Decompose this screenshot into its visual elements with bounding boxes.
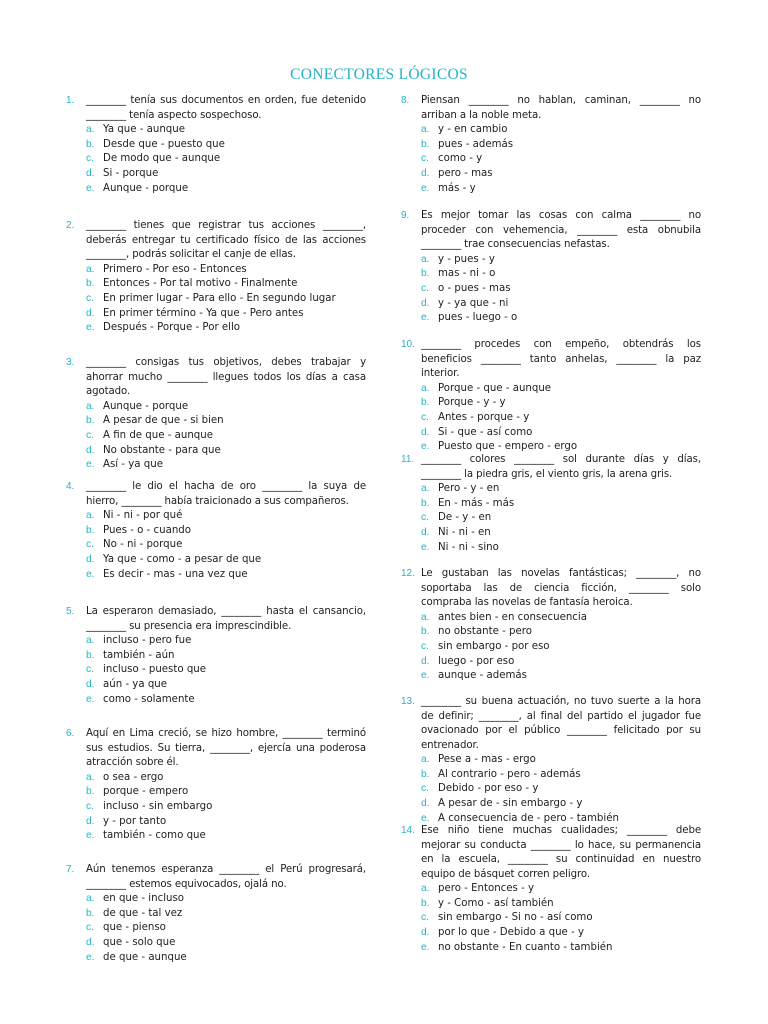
option-text: y - pues - y — [438, 253, 495, 265]
option-text: incluso - pero fue — [103, 635, 192, 646]
option-letter: c. — [86, 664, 94, 676]
option-text: Después - Porque - Por ello — [103, 322, 241, 334]
option-letter: c. — [86, 429, 94, 441]
question-number: 1. — [66, 95, 75, 106]
option-letter: d. — [421, 798, 430, 810]
question-2 — [66, 219, 366, 356]
question-8 — [401, 94, 701, 209]
option-letter: e. — [421, 312, 430, 324]
question-number: 8. — [401, 95, 410, 106]
option-c[interactable] — [421, 152, 701, 167]
question-3 — [66, 356, 366, 480]
option-letter: e. — [86, 951, 95, 963]
option-letter: a. — [86, 510, 95, 521]
option-letter: d. — [86, 815, 95, 827]
option-letter: a. — [421, 253, 430, 265]
option-text: No - ni - porque — [103, 539, 183, 551]
option-letter: d. — [86, 679, 95, 691]
option-a[interactable] — [86, 263, 366, 278]
question-stem: La esperaron demasiado, ________ hasta el cansancio, ________ su presencia era imprescindible. — [86, 606, 366, 632]
options-list — [421, 253, 701, 327]
option-text: Ni - ni - por qué — [103, 510, 183, 521]
question-stem: Ese niño tiene muchas cualidades; ________ debe mejorar su conducta ________ lo hace, su permanencia en la escuela, ________ su continuidad en nuestro equipo de básquet corren peligro. — [421, 825, 701, 880]
options-list — [421, 482, 701, 556]
option-d[interactable] — [421, 797, 701, 812]
option-c[interactable] — [86, 800, 366, 815]
option-letter: e. — [421, 182, 430, 194]
option-letter: d. — [86, 307, 95, 319]
option-text: por lo que - Debido a que - y — [438, 927, 584, 939]
option-a[interactable] — [421, 382, 701, 397]
option-letter: d. — [86, 168, 95, 180]
option-e[interactable] — [86, 951, 366, 966]
question-number: 10. — [401, 339, 415, 350]
option-letter: b. — [421, 497, 430, 509]
option-text: En - más - más — [438, 497, 515, 509]
option-b[interactable] — [86, 414, 366, 429]
option-b[interactable] — [421, 138, 701, 153]
option-letter: b. — [86, 649, 95, 661]
option-e[interactable] — [86, 458, 366, 473]
option-letter: c. — [86, 800, 94, 812]
option-letter: e. — [421, 670, 430, 682]
option-letter: e. — [86, 459, 95, 471]
option-d[interactable] — [86, 167, 366, 182]
option-text: que - solo que — [103, 937, 176, 949]
option-text: aún - ya que — [103, 679, 168, 691]
options-list — [421, 382, 701, 456]
option-text: A fin de que - aunque — [103, 429, 213, 441]
option-text: A pesar de - sin embargo - y — [438, 798, 583, 810]
option-text: De - y - en — [438, 512, 492, 524]
option-letter: e. — [421, 441, 430, 453]
option-letter: b. — [421, 768, 430, 780]
option-letter: e. — [421, 941, 430, 953]
option-a[interactable] — [86, 634, 366, 649]
option-text: porque - empero — [103, 786, 189, 798]
option-a[interactable] — [86, 771, 366, 786]
option-letter: e. — [86, 568, 95, 580]
option-text: Así - ya que — [103, 459, 163, 471]
option-c[interactable] — [86, 152, 366, 167]
options-list — [421, 123, 701, 197]
option-e[interactable] — [421, 941, 701, 956]
option-c[interactable] — [86, 663, 366, 678]
option-text: En primer término - Ya que - Pero antes — [103, 307, 304, 319]
option-text: pero - Entonces - y — [438, 883, 535, 894]
option-a[interactable] — [421, 482, 701, 497]
question-stem: Aún tenemos esperanza ________ el Perú progresará, ________ estemos equivocados, ojalá no. — [86, 864, 366, 890]
option-c[interactable] — [86, 538, 366, 553]
options-list — [86, 509, 366, 583]
option-letter: c. — [421, 640, 429, 652]
option-text: Debido - por eso - y — [438, 783, 539, 795]
option-text: En primer lugar - Para ello - En segundo lugar — [103, 292, 336, 304]
option-text: antes bien - en consecuencia — [438, 611, 587, 623]
option-text: en que - incluso — [103, 893, 185, 904]
option-text: Desde que - puesto que — [103, 138, 225, 150]
question-number: 14. — [401, 825, 415, 836]
option-a[interactable] — [421, 882, 701, 897]
option-text: No obstante - para que — [103, 444, 221, 456]
question-stem: ________ procedes con empeño, obtendrás los beneficios ________ tanto anhelas, ________ la paz interior. — [421, 339, 701, 379]
option-text: Si - porque — [103, 168, 159, 180]
question-stem: ________ tenía sus documentos en orden, fue detenido ________ tenía aspecto sospechoso. — [86, 95, 366, 121]
option-letter: c. — [421, 512, 429, 524]
option-text: como - solamente — [103, 693, 195, 705]
option-letter: a. — [421, 483, 430, 494]
option-text: luego - por eso — [438, 655, 515, 667]
option-d[interactable] — [86, 815, 366, 830]
option-c[interactable] — [421, 511, 701, 526]
option-letter: a. — [86, 771, 95, 783]
option-b[interactable] — [421, 267, 701, 282]
question-number: 12. — [401, 568, 415, 579]
option-text: o - pues - mas — [438, 282, 511, 294]
option-letter: b. — [421, 138, 430, 150]
question-stem: Aquí en Lima creció, se hizo hombre, ________ terminó sus estudios. Su tierra, ________, ejercía una poderosa atracción sobre él. — [86, 728, 366, 768]
option-a[interactable] — [86, 123, 366, 138]
question-7 — [66, 863, 366, 966]
option-letter: b. — [86, 138, 95, 150]
option-text: De modo que - aunque — [103, 153, 221, 165]
option-letter: a. — [86, 124, 95, 135]
option-d[interactable] — [86, 307, 366, 322]
option-letter: d. — [86, 554, 95, 566]
option-text: incluso - puesto que — [103, 664, 207, 676]
option-letter: a. — [421, 124, 430, 135]
option-letter: c. — [86, 539, 94, 551]
option-letter: a. — [86, 635, 95, 646]
option-letter: b. — [421, 897, 430, 909]
option-b[interactable] — [86, 138, 366, 153]
question-stem: Es mejor tomar las cosas con calma ________ no proceder con vehemencia, ________ esta obnubila ________ trae consecuencias nefastas. — [421, 210, 701, 250]
option-a[interactable] — [421, 611, 701, 626]
option-letter: c. — [421, 282, 429, 294]
option-d[interactable] — [86, 444, 366, 459]
option-d[interactable] — [421, 526, 701, 541]
question-number: 3. — [66, 357, 75, 368]
option-d[interactable] — [421, 655, 701, 670]
option-e[interactable] — [86, 693, 366, 708]
option-letter: c. — [86, 153, 94, 165]
option-c[interactable] — [86, 292, 366, 307]
option-a[interactable] — [421, 753, 701, 768]
question-5 — [66, 605, 366, 727]
question-stem: ________ consigas tus objetivos, debes trabajar y ahorrar mucho ________ llegues todos los días a casa agotado. — [86, 357, 366, 397]
option-text: mas - ni - o — [438, 268, 496, 280]
option-letter: c. — [421, 153, 429, 165]
option-text: Pese a - mas - ergo — [438, 754, 536, 765]
option-b[interactable] — [421, 897, 701, 912]
option-text: Pues - o - cuando — [103, 524, 191, 536]
option-letter: d. — [421, 426, 430, 438]
option-d[interactable] — [421, 297, 701, 312]
option-text: Porque - y - y — [438, 397, 506, 409]
option-b[interactable] — [86, 649, 366, 664]
question-4 — [66, 480, 366, 605]
option-letter: b. — [86, 907, 95, 919]
option-letter: a. — [421, 611, 430, 623]
option-e[interactable] — [421, 182, 701, 197]
question-number: 9. — [401, 210, 410, 221]
option-letter: b. — [86, 786, 95, 798]
option-b[interactable] — [86, 907, 366, 922]
option-letter: d. — [421, 527, 430, 539]
option-a[interactable] — [86, 400, 366, 415]
option-text: no obstante - En cuanto - también — [438, 941, 613, 953]
option-letter: c. — [421, 411, 429, 423]
option-b[interactable] — [421, 497, 701, 512]
right-column — [401, 94, 701, 956]
option-d[interactable] — [421, 926, 701, 941]
option-text: Entonces - Por tal motivo - Finalmente — [103, 278, 298, 290]
question-number: 2. — [66, 220, 75, 231]
question-stem: ________ su buena actuación, no tuvo suerte a la hora de definir; ________, al final del partido el jugador fue ovacionado por el público ________ felicitado por su entrenador. — [421, 696, 701, 751]
option-letter: c. — [86, 292, 94, 304]
option-e[interactable] — [421, 311, 701, 326]
option-text: pues - además — [438, 138, 514, 150]
options-list — [421, 753, 701, 827]
options-list — [86, 634, 366, 708]
option-letter: c. — [421, 783, 429, 795]
question-6 — [66, 727, 366, 863]
option-a[interactable] — [421, 123, 701, 138]
options-list — [86, 123, 366, 197]
option-text: pues - luego - o — [438, 312, 518, 324]
option-letter: a. — [421, 754, 430, 765]
option-text: Puesto que - empero - ergo — [438, 441, 578, 453]
option-letter: d. — [86, 937, 95, 949]
options-list — [421, 882, 701, 956]
option-letter: d. — [421, 927, 430, 939]
option-d[interactable] — [421, 167, 701, 182]
option-c[interactable] — [421, 782, 701, 797]
option-b[interactable] — [421, 625, 701, 640]
options-list — [86, 400, 366, 474]
question-number: 13. — [401, 696, 415, 707]
option-text: sin embargo - Si no - así como — [438, 912, 593, 924]
option-text: Antes - porque - y — [438, 411, 530, 423]
option-letter: e. — [86, 830, 95, 842]
option-text: Ni - ni - en — [438, 527, 491, 539]
option-text: Al contrario - pero - además — [438, 768, 581, 780]
question-12 — [401, 567, 701, 695]
option-text: Si - que - así como — [438, 426, 533, 438]
option-letter: e. — [86, 693, 95, 705]
option-text: Ya que - como - a pesar de que — [103, 554, 262, 566]
option-letter: d. — [421, 168, 430, 180]
option-b[interactable] — [86, 785, 366, 800]
option-text: y - ya que - ni — [438, 297, 509, 309]
option-letter: e. — [421, 541, 430, 553]
option-letter: d. — [421, 297, 430, 309]
option-e[interactable] — [86, 568, 366, 583]
option-text: o sea - ergo — [103, 771, 164, 783]
option-letter: b. — [86, 415, 95, 427]
option-e[interactable] — [86, 182, 366, 197]
option-d[interactable] — [86, 678, 366, 693]
option-text: Pero - y - en — [438, 483, 500, 494]
option-e[interactable] — [421, 541, 701, 556]
option-text: pero - mas — [438, 168, 493, 180]
option-text: Ya que - aunque — [103, 124, 185, 135]
option-text: que - pienso — [103, 922, 166, 934]
option-a[interactable] — [86, 892, 366, 907]
option-b[interactable] — [421, 768, 701, 783]
question-stem: ________ le dio el hacha de oro ________ la suya de hierro, ________ había traicionado a sus compañeros. — [86, 481, 366, 507]
option-letter: c. — [86, 922, 94, 934]
options-list — [86, 263, 366, 337]
option-text: también - aún — [103, 649, 175, 661]
option-text: incluso - sin embargo — [103, 800, 213, 812]
option-letter: c. — [421, 912, 429, 924]
option-c[interactable] — [421, 911, 701, 926]
left-column — [66, 94, 366, 966]
option-c[interactable] — [86, 921, 366, 936]
option-text: Aunque - porque — [103, 182, 189, 194]
option-text: de que - tal vez — [103, 907, 183, 919]
option-text: también - como que — [103, 830, 206, 842]
option-text: Ni - ni - sino — [438, 541, 499, 553]
question-stem: Piensan ________ no hablan, caminan, ________ no arriban a la noble meta. — [421, 95, 701, 121]
option-d[interactable] — [86, 936, 366, 951]
option-c[interactable] — [421, 411, 701, 426]
question-number: 11. — [401, 454, 415, 465]
option-text: Primero - Por eso - Entonces — [103, 263, 247, 275]
option-text: no obstante - pero — [438, 626, 532, 638]
option-b[interactable] — [86, 524, 366, 539]
question-number: 7. — [66, 864, 75, 875]
question-stem: Le gustaban las novelas fantásticas; ________, no soportaba las de ciencia ficción, ________ solo compraba las novelas de fantasía heroica. — [421, 568, 701, 608]
question-11 — [401, 453, 701, 567]
option-d[interactable] — [86, 553, 366, 568]
option-a[interactable] — [421, 253, 701, 268]
option-text: Porque - que - aunque — [438, 382, 552, 394]
question-1 — [66, 94, 366, 219]
option-text: A pesar de que - si bien — [103, 415, 224, 427]
question-13 — [401, 695, 701, 824]
option-text: y - por tanto — [103, 815, 167, 827]
option-letter: d. — [86, 444, 95, 456]
option-c[interactable] — [421, 282, 701, 297]
question-number: 4. — [66, 481, 75, 492]
option-b[interactable] — [86, 277, 366, 292]
option-letter: a. — [86, 263, 95, 275]
option-letter: b. — [421, 626, 430, 638]
option-e[interactable] — [421, 669, 701, 684]
option-letter: a. — [86, 400, 95, 412]
option-letter: a. — [421, 382, 430, 394]
option-text: Aunque - porque — [103, 400, 189, 412]
option-letter: b. — [421, 397, 430, 409]
option-text: aunque - además — [438, 670, 527, 682]
question-stem: ________ tienes que registrar tus acciones ________, deberás entregar tu certificado físico de las acciones ________, podrás solicitar el canje de ellas. — [86, 220, 366, 260]
option-letter: a. — [86, 893, 95, 904]
question-10 — [401, 338, 701, 453]
option-c[interactable] — [421, 640, 701, 655]
option-e[interactable] — [86, 829, 366, 844]
options-list — [421, 611, 701, 685]
option-text: más - y — [438, 182, 476, 194]
option-c[interactable] — [86, 429, 366, 444]
question-14 — [401, 824, 701, 956]
option-text: de que - aunque — [103, 951, 187, 963]
option-letter: e. — [86, 182, 95, 194]
option-letter: b. — [421, 268, 430, 280]
options-list — [86, 771, 366, 845]
option-letter: b. — [86, 278, 95, 290]
option-text: Es decir - mas - una vez que — [103, 568, 248, 580]
option-text: y - Como - así también — [438, 897, 554, 909]
options-list — [86, 892, 366, 966]
option-d[interactable] — [421, 426, 701, 441]
question-number: 5. — [66, 606, 75, 617]
option-letter: d. — [421, 655, 430, 667]
option-letter: e. — [421, 812, 430, 824]
option-letter: e. — [86, 322, 95, 334]
option-text: sin embargo - por eso — [438, 640, 550, 652]
page-title: CONECTORES LÓGICOS — [290, 66, 468, 83]
option-letter: a. — [421, 883, 430, 894]
option-letter: b. — [86, 524, 95, 536]
option-a[interactable] — [86, 509, 366, 524]
question-stem: ________ colores ________ sol durante días y días, ________ la piedra gris, el viento gris, la arena gris. — [421, 454, 701, 480]
option-b[interactable] — [421, 396, 701, 411]
option-text: y - en cambio — [438, 124, 508, 135]
option-text: como - y — [438, 153, 483, 165]
question-number: 6. — [66, 728, 75, 739]
question-9 — [401, 209, 701, 338]
option-e[interactable] — [86, 321, 366, 336]
option-text: A consecuencia de - pero - también — [438, 812, 619, 824]
